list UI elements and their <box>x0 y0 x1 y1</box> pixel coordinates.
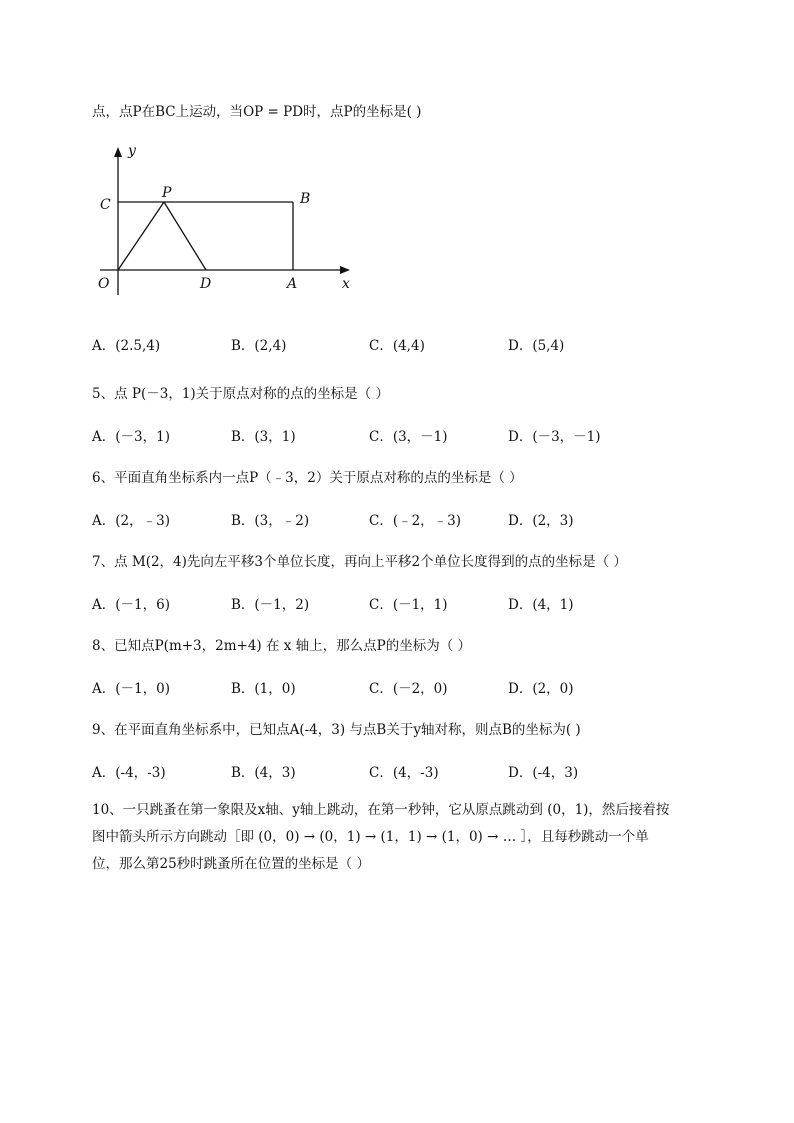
q7-option-c[interactable]: C．(－1，1) <box>369 597 448 613</box>
q6-option-b[interactable]: B．(3，﹣2) <box>231 513 310 529</box>
q4-options <box>92 334 652 354</box>
q6-option-a[interactable]: A．(2，﹣3) <box>92 513 170 529</box>
q9-option-a[interactable]: A．(-4，-3) <box>92 765 166 781</box>
q5-option-c[interactable]: C．(3，－1) <box>369 429 448 445</box>
q10-line-1: 10、一只跳蚤在第一象限及x轴、y轴上跳动，在第一秒钟，它从原点跳动到 (0，1)，然后接着按 <box>92 802 670 818</box>
q4-option-a[interactable]: A．(2.5,4) <box>92 338 161 354</box>
q10-line-2: 图中箭头所示方向跳动［即 (0，0) → (0，1) → (1，1) → (1，0) → … ］，且每秒跳动一个单 <box>92 829 649 845</box>
q10-line-3: 位，那么第25秒时跳蚤所在位置的坐标是（ ） <box>92 856 370 872</box>
q9-stem: 9、在平面直角坐标系中，已知点A(-4，3) 与点B关于y轴对称，则点B的坐标为( ) <box>92 722 581 738</box>
label-A: A <box>287 276 298 292</box>
q8-option-c[interactable]: C．(－2，0) <box>369 681 448 697</box>
q8-option-a[interactable]: A．(－1，0) <box>92 681 170 697</box>
label-C: C <box>100 197 111 213</box>
y-axis-arrow <box>114 147 122 157</box>
q8-stem: 8、已知点P(m+3，2m+4) 在 x 轴上，那么点P的坐标为（ ） <box>92 638 472 654</box>
label-D: D <box>200 276 212 292</box>
label-O: O <box>98 276 110 292</box>
q5-options <box>92 425 652 445</box>
q7-option-a[interactable]: A．(－1，6) <box>92 597 170 613</box>
q7-option-b[interactable]: B．(－1，2) <box>231 597 310 613</box>
q10-stem <box>92 797 752 878</box>
x-axis-arrow <box>340 266 350 274</box>
q7-options <box>92 593 652 613</box>
q6-stem: 6、平面直角坐标系内一点P（﹣3，2）关于原点对称的点的坐标是（ ） <box>92 470 523 486</box>
q9-option-b[interactable]: B．(4，3) <box>231 765 296 781</box>
q8-options <box>92 677 652 697</box>
q8-option-b[interactable]: B．(1，0) <box>231 681 296 697</box>
label-P: P <box>162 185 172 201</box>
segment-OP <box>118 202 164 270</box>
q7-option-d[interactable]: D．(4，1) <box>508 597 574 613</box>
q6-option-d[interactable]: D．(2，3) <box>508 513 574 529</box>
label-y: y <box>128 143 136 159</box>
q7-stem: 7、点 M(2，4)先向左平移3个单位长度，再向上平移2个单位长度得到的点的坐标是（ ） <box>92 554 627 570</box>
label-x: x <box>342 276 350 292</box>
segment-PD <box>164 202 206 270</box>
q4-stem: 点，点P在BC上运动，当OP = PD时，点P的坐标是( ) <box>92 104 422 120</box>
q5-option-b[interactable]: B．(3，1) <box>231 429 296 445</box>
q5-stem: 5、点 P(－3，1)关于原点对称的点的坐标是（ ） <box>92 386 389 402</box>
q5-option-a[interactable]: A．(－3，1) <box>92 429 170 445</box>
q9-option-c[interactable]: C．(4，-3) <box>369 765 439 781</box>
q9-options <box>92 761 652 781</box>
q8-option-d[interactable]: D．(2，0) <box>508 681 574 697</box>
label-B: B <box>300 191 311 207</box>
q6-option-c[interactable]: C．(﹣2，﹣3) <box>369 513 462 529</box>
q5-option-d[interactable]: D．(－3，－1) <box>508 429 601 445</box>
q4-option-b[interactable]: B．(2,4) <box>231 338 287 354</box>
q4-option-c[interactable]: C．(4,4) <box>369 338 425 354</box>
q4-option-d[interactable]: D．(5,4) <box>508 338 565 354</box>
q6-options <box>92 509 652 529</box>
q9-option-d[interactable]: D．(-4，3) <box>508 765 579 781</box>
